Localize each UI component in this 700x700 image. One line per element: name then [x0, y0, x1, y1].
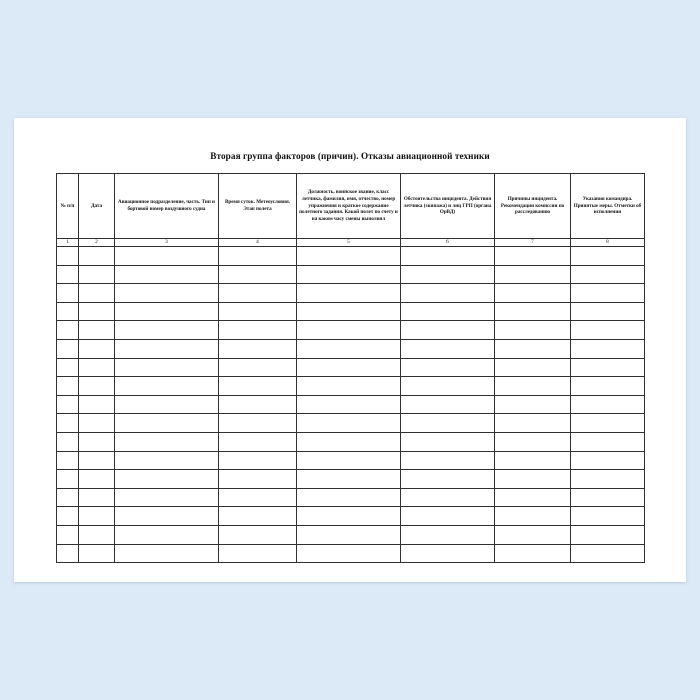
table-cell[interactable]	[495, 525, 571, 544]
table-row	[57, 265, 645, 284]
table-cell[interactable]	[401, 451, 495, 470]
table-cell[interactable]	[79, 451, 115, 470]
table-cell[interactable]	[115, 488, 219, 507]
table-cell[interactable]	[115, 470, 219, 489]
table-cell[interactable]	[57, 544, 79, 563]
table-cell[interactable]	[57, 414, 79, 433]
table-number-row-group	[57, 239, 645, 247]
table-cell[interactable]	[79, 507, 115, 526]
table-cell[interactable]	[571, 507, 645, 526]
table-cell[interactable]	[219, 377, 297, 396]
table-cell[interactable]	[57, 284, 79, 303]
table-cell[interactable]	[219, 470, 297, 489]
page-title: Вторая группа факторов (причин). Отказы авиационной техники	[210, 151, 490, 161]
table-cell[interactable]	[115, 321, 219, 340]
table-cell[interactable]	[57, 507, 79, 526]
table-cell[interactable]	[297, 395, 401, 414]
table-cell[interactable]	[571, 377, 645, 396]
table-cell[interactable]	[297, 377, 401, 396]
table-cell[interactable]	[495, 284, 571, 303]
table-cell[interactable]	[219, 358, 297, 377]
table-cell[interactable]	[495, 451, 571, 470]
table-cell[interactable]	[571, 321, 645, 340]
table-cell[interactable]	[79, 358, 115, 377]
table-cell[interactable]	[57, 451, 79, 470]
table-cell[interactable]	[401, 377, 495, 396]
table-row	[57, 544, 645, 563]
table-cell[interactable]	[79, 488, 115, 507]
table-cell[interactable]	[401, 302, 495, 321]
table-cell[interactable]	[115, 302, 219, 321]
table-cell[interactable]	[401, 488, 495, 507]
table-cell[interactable]	[571, 414, 645, 433]
column-number-4: 4	[219, 239, 297, 247]
table-cell[interactable]	[115, 451, 219, 470]
table-cell[interactable]	[79, 544, 115, 563]
table-cell[interactable]	[115, 525, 219, 544]
column-header-orders-label: Указания командира. Принятые меры. Отметки об исполнении	[573, 195, 642, 216]
table-cell[interactable]	[297, 339, 401, 358]
table-cell[interactable]	[401, 321, 495, 340]
table-cell[interactable]	[495, 470, 571, 489]
table-cell[interactable]	[115, 507, 219, 526]
column-header-conditions	[219, 174, 297, 239]
table-cell[interactable]	[571, 247, 645, 266]
table-cell[interactable]	[79, 265, 115, 284]
table-cell[interactable]	[571, 358, 645, 377]
table-cell[interactable]	[495, 302, 571, 321]
table-cell[interactable]	[79, 432, 115, 451]
table-cell[interactable]	[401, 284, 495, 303]
table-cell[interactable]	[495, 358, 571, 377]
table-cell[interactable]	[571, 451, 645, 470]
table-cell[interactable]	[219, 302, 297, 321]
table-cell[interactable]	[401, 432, 495, 451]
document-page	[14, 118, 686, 582]
table-row	[57, 525, 645, 544]
table-cell[interactable]	[297, 451, 401, 470]
table-cell[interactable]	[495, 544, 571, 563]
table-cell[interactable]	[79, 284, 115, 303]
table-cell[interactable]	[297, 265, 401, 284]
table-cell[interactable]	[115, 432, 219, 451]
table-cell[interactable]	[115, 395, 219, 414]
table-row	[57, 488, 645, 507]
column-header-causes	[495, 174, 571, 239]
table-cell[interactable]	[297, 525, 401, 544]
table-cell[interactable]	[219, 507, 297, 526]
table-cell[interactable]	[57, 488, 79, 507]
table-cell[interactable]	[115, 265, 219, 284]
table-cell[interactable]	[571, 395, 645, 414]
table-cell[interactable]	[115, 377, 219, 396]
table-cell[interactable]	[297, 544, 401, 563]
table-cell[interactable]	[571, 525, 645, 544]
table-row	[57, 507, 645, 526]
column-header-unit	[115, 174, 219, 239]
table-cell[interactable]	[57, 395, 79, 414]
table-cell[interactable]	[297, 488, 401, 507]
table-row	[57, 414, 645, 433]
column-header-number-label: № п/п	[60, 202, 75, 209]
table-cell[interactable]	[401, 395, 495, 414]
table-cell[interactable]	[219, 525, 297, 544]
table-row	[57, 339, 645, 358]
table-cell[interactable]	[79, 414, 115, 433]
table-row	[57, 432, 645, 451]
table-cell[interactable]	[57, 265, 79, 284]
column-header-causes-label: Причины инцидента. Рекомендации комиссии по расследованию	[500, 195, 565, 216]
table-cell[interactable]	[495, 432, 571, 451]
table-cell[interactable]	[219, 432, 297, 451]
table-cell[interactable]	[219, 395, 297, 414]
table-cell[interactable]	[495, 321, 571, 340]
column-number-7: 7	[495, 239, 571, 247]
table-cell[interactable]	[297, 302, 401, 321]
table-body	[57, 247, 645, 563]
column-number-5: 5	[297, 239, 401, 247]
table-cell[interactable]	[401, 470, 495, 489]
column-number-2: 2	[79, 239, 115, 247]
table-cell[interactable]	[495, 395, 571, 414]
column-number-3: 3	[115, 239, 219, 247]
table-cell[interactable]	[571, 544, 645, 563]
table-cell[interactable]	[115, 339, 219, 358]
table-cell[interactable]	[79, 470, 115, 489]
table-cell[interactable]	[115, 544, 219, 563]
table-cell[interactable]	[297, 284, 401, 303]
column-number-row	[57, 239, 645, 247]
table-cell[interactable]	[57, 432, 79, 451]
table-cell[interactable]	[297, 432, 401, 451]
table-cell[interactable]	[571, 488, 645, 507]
table-cell[interactable]	[79, 525, 115, 544]
table-cell[interactable]	[297, 358, 401, 377]
column-number-6: 6	[401, 239, 495, 247]
table-cell[interactable]	[57, 377, 79, 396]
table-cell[interactable]	[571, 265, 645, 284]
column-header-orders	[571, 174, 645, 239]
table-row	[57, 451, 645, 470]
table-cell[interactable]	[79, 339, 115, 358]
incident-log-table	[56, 173, 645, 563]
table-cell[interactable]	[79, 395, 115, 414]
table-cell[interactable]	[571, 339, 645, 358]
table-cell[interactable]	[297, 507, 401, 526]
column-header-date	[79, 174, 115, 239]
table-cell[interactable]	[495, 488, 571, 507]
table-row	[57, 247, 645, 266]
column-number-8: 8	[571, 239, 645, 247]
header-row	[57, 174, 645, 239]
column-header-date-label: Дата	[90, 202, 103, 209]
table-cell[interactable]	[57, 247, 79, 266]
table-cell[interactable]	[495, 414, 571, 433]
table-cell[interactable]	[57, 525, 79, 544]
table-cell[interactable]	[79, 302, 115, 321]
table-cell[interactable]	[571, 470, 645, 489]
table-cell[interactable]	[297, 470, 401, 489]
table-row	[57, 470, 645, 489]
table-cell[interactable]	[219, 414, 297, 433]
column-header-circumstances-label: Обстоятельства инцидента. Действия летчика (экипажа) и лиц ГРП (органа ОрВД)	[403, 195, 492, 216]
table-row	[57, 395, 645, 414]
table-row	[57, 284, 645, 303]
table-cell[interactable]	[401, 247, 495, 266]
table-header	[57, 174, 645, 239]
table-cell[interactable]	[495, 247, 571, 266]
table-cell[interactable]	[495, 265, 571, 284]
table-cell[interactable]	[219, 339, 297, 358]
table-row	[57, 377, 645, 396]
table-cell[interactable]	[79, 247, 115, 266]
column-number-1: 1	[57, 239, 79, 247]
table-cell[interactable]	[57, 302, 79, 321]
table-cell[interactable]	[219, 284, 297, 303]
table-cell[interactable]	[495, 377, 571, 396]
column-header-unit-label: Авиационное подразделение, часть. Тип и бортовой номер воздушного судна	[118, 199, 215, 212]
table-cell[interactable]	[115, 247, 219, 266]
table-cell[interactable]	[571, 302, 645, 321]
table-cell[interactable]	[219, 544, 297, 563]
table-cell[interactable]	[219, 321, 297, 340]
table-cell[interactable]	[79, 377, 115, 396]
table-cell[interactable]	[79, 321, 115, 340]
table-cell[interactable]	[401, 507, 495, 526]
table-cell[interactable]	[495, 339, 571, 358]
table-cell[interactable]	[401, 414, 495, 433]
table-cell[interactable]	[219, 451, 297, 470]
table-cell[interactable]	[401, 265, 495, 284]
table-cell[interactable]	[401, 358, 495, 377]
table-cell[interactable]	[401, 339, 495, 358]
table-cell[interactable]	[57, 321, 79, 340]
column-header-crew	[297, 174, 401, 239]
table-cell[interactable]	[297, 247, 401, 266]
table-cell[interactable]	[115, 284, 219, 303]
table-cell[interactable]	[219, 265, 297, 284]
table-cell[interactable]	[219, 247, 297, 266]
table-row	[57, 302, 645, 321]
column-header-number	[57, 174, 79, 239]
table-row	[57, 321, 645, 340]
table-cell[interactable]	[219, 488, 297, 507]
table-row	[57, 358, 645, 377]
table-cell[interactable]	[115, 414, 219, 433]
column-header-conditions-label: Время суток. Метеоусловия. Этап полета	[225, 199, 290, 212]
table-cell[interactable]	[401, 525, 495, 544]
table-cell[interactable]	[571, 284, 645, 303]
column-header-crew-label: Должность, воинское звание, класс летчика, фамилия, имя, отчество, номер упражнения и краткое содержание полетного задания. Какой полет по счету и на каком часу смены выполнял	[299, 189, 398, 223]
table-cell[interactable]	[57, 339, 79, 358]
table-cell[interactable]	[57, 358, 79, 377]
table-cell[interactable]	[571, 432, 645, 451]
column-header-circumstances	[401, 174, 495, 239]
table-cell[interactable]	[297, 321, 401, 340]
table-cell[interactable]	[115, 358, 219, 377]
table-cell[interactable]	[495, 507, 571, 526]
table-cell[interactable]	[57, 470, 79, 489]
table-cell[interactable]	[297, 414, 401, 433]
table-cell[interactable]	[401, 544, 495, 563]
